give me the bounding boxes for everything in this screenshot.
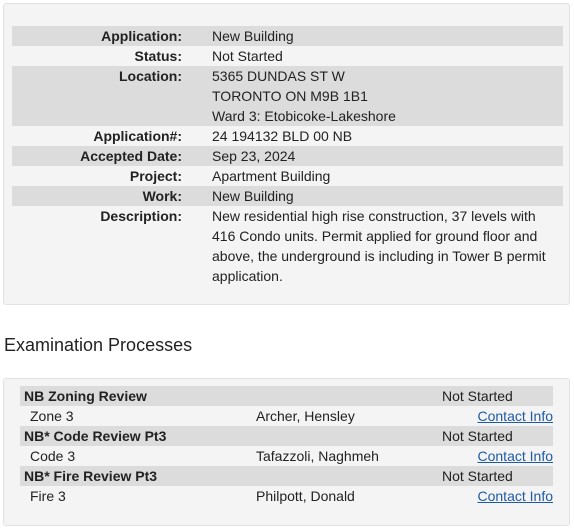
- examiner-row: [20, 446, 553, 466]
- process-row: [20, 466, 553, 486]
- process-name: NB* Code Review Pt3: [24, 428, 167, 444]
- contact-info-link[interactable]: Contact Info: [477, 448, 553, 464]
- work-row: [12, 186, 563, 206]
- application-value: New Building: [212, 28, 294, 44]
- contact-info-link[interactable]: Contact Info: [477, 408, 553, 424]
- status-label: Status:: [134, 48, 182, 64]
- project-label: Project:: [129, 168, 182, 184]
- work-label: Work:: [142, 188, 182, 204]
- examination-processes-title: Examination Processes: [4, 335, 193, 355]
- examiner-row: [20, 486, 553, 506]
- location-row: [12, 66, 563, 126]
- examiner-name: Tafazzoli, Naghmeh: [256, 448, 379, 464]
- work-value: New Building: [212, 188, 294, 204]
- accepted-date-value: Sep 23, 2024: [212, 148, 296, 164]
- project-value: Apartment Building: [212, 168, 331, 184]
- accepted-date-label: Accepted Date:: [80, 148, 182, 164]
- location-label: Location:: [119, 68, 182, 84]
- description-line-4: application.: [212, 268, 283, 284]
- process-row: [20, 386, 553, 406]
- examiner-group: Fire 3: [30, 488, 66, 504]
- application-number-value: 24 194132 BLD 00 NB: [212, 128, 353, 144]
- description-line-3: above, the underground is including in Tower B permit: [212, 248, 546, 264]
- application-row: [12, 26, 563, 46]
- application-number-label: Application#:: [93, 128, 182, 144]
- examiner-row: [20, 406, 553, 426]
- application-details-panel: [3, 3, 570, 305]
- process-name: NB* Fire Review Pt3: [24, 468, 158, 484]
- application-label: Application:: [101, 28, 182, 44]
- location-line-2: TORONTO ON M9B 1B1: [212, 88, 368, 104]
- process-status: Not Started: [442, 468, 513, 484]
- description-label: Description:: [100, 208, 182, 224]
- examiner-name: Philpott, Donald: [256, 488, 355, 504]
- description-line-1: New residential high rise construction, 37 levels with: [212, 208, 536, 224]
- project-row: [12, 166, 563, 186]
- process-status: Not Started: [442, 428, 513, 444]
- accepted-date-row: [12, 146, 563, 166]
- examiner-name: Archer, Hensley: [256, 408, 355, 424]
- examination-processes-panel: [3, 378, 570, 526]
- status-row: [12, 46, 563, 66]
- contact-info-link[interactable]: Contact Info: [477, 488, 553, 504]
- examiner-group: Zone 3: [30, 408, 74, 424]
- location-line-3: Ward 3: Etobicoke-Lakeshore: [212, 108, 396, 124]
- description-line-2: 416 Condo units. Permit applied for ground floor and: [212, 228, 538, 244]
- examiner-group: Code 3: [30, 448, 76, 464]
- description-row: [12, 206, 563, 286]
- status-value: Not Started: [212, 48, 283, 64]
- process-status: Not Started: [442, 388, 513, 404]
- location-line-1: 5365 DUNDAS ST W: [212, 68, 345, 84]
- process-row: [20, 426, 553, 446]
- process-name: NB Zoning Review: [24, 388, 147, 404]
- application-number-row: [12, 126, 563, 146]
